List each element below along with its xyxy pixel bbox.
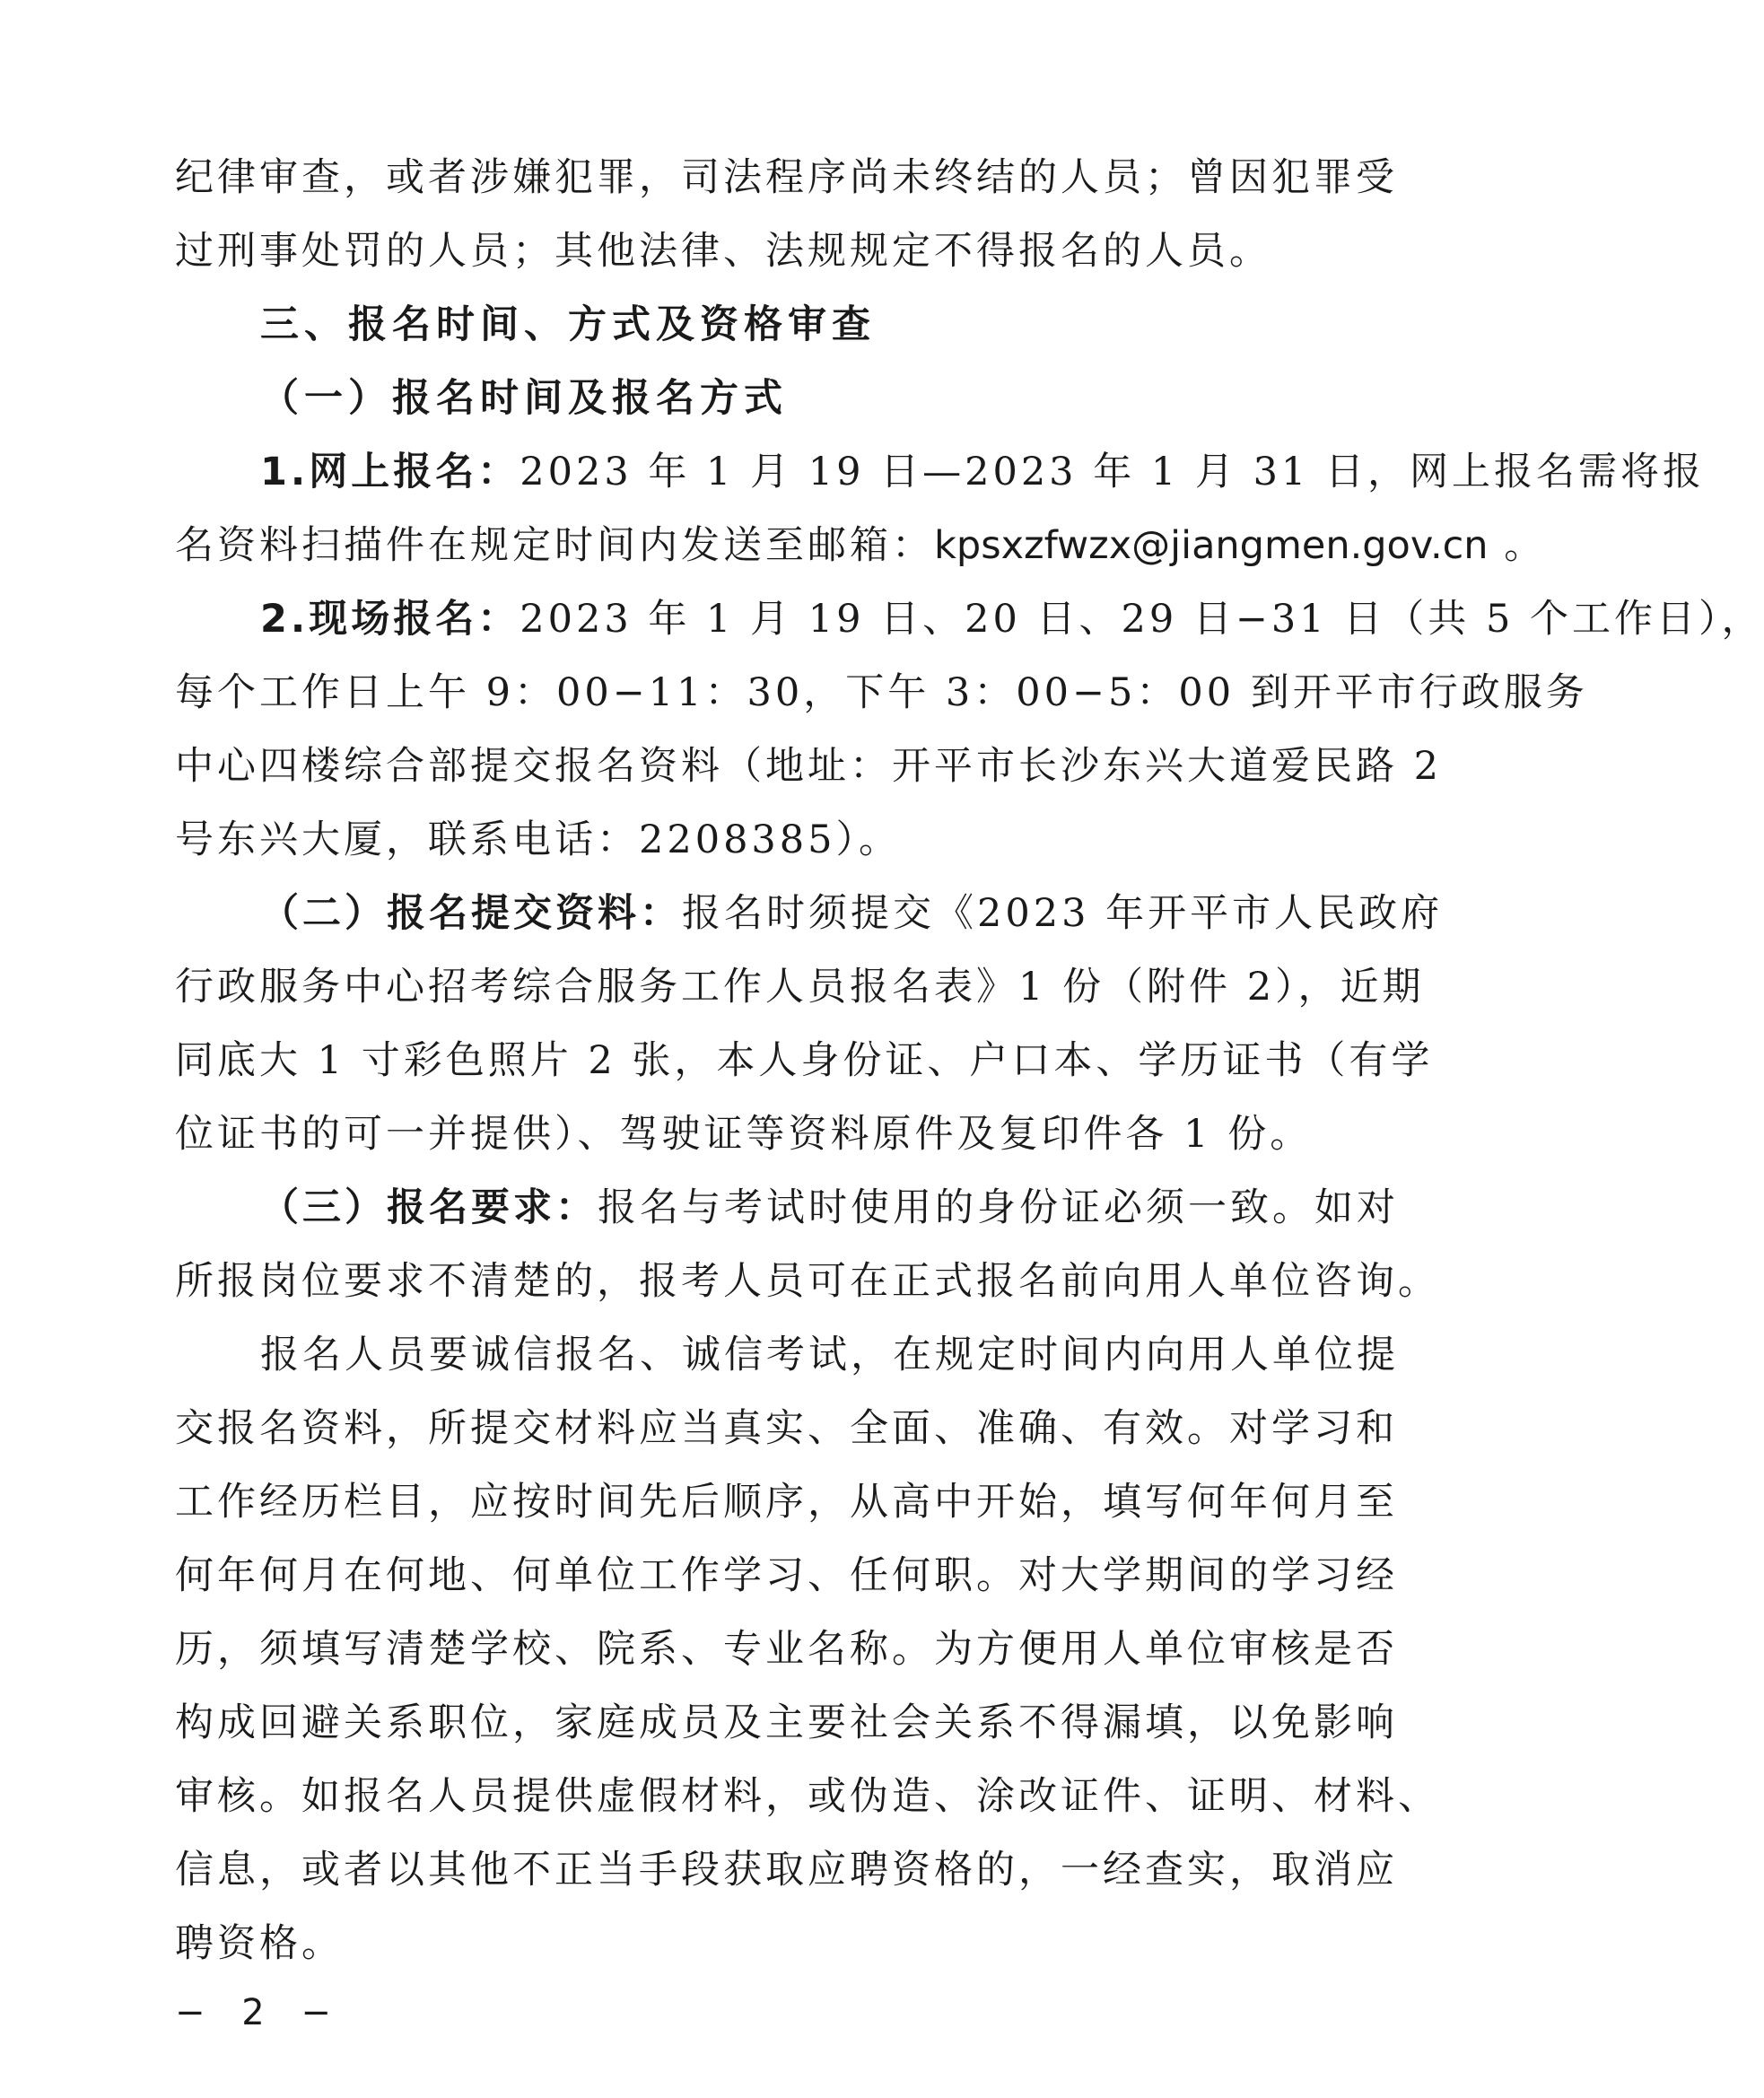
onsite-registration-text: 2023 年 1 月 19 日、20 日、29 日−31 日（共 5 个工作日），: [520, 597, 1764, 642]
paragraph-line: 审核。如报名人员提供虚假材料，或伪造、涂改证件、证明、材料、: [175, 1774, 1440, 1819]
paragraph-line: 信息，或者以其他不正当手段获取应聘资格的，一经查实，取消应: [175, 1848, 1398, 1893]
paragraph-line: 行政服务中心招考综合服务工作人员报名表》1 份（附件 2），近期: [175, 965, 1425, 1010]
subsection-heading: （一）报名时间及报名方式: [260, 376, 788, 421]
registration-requirements-line: [260, 1172, 1399, 1244]
email-intro-text: 名资料扫描件在规定时间内发送至邮箱：: [175, 523, 934, 568]
submission-materials-line: [260, 878, 1444, 949]
online-registration-text: 2023 年 1 月 19 日—2023 年 1 月 31 日，网上报名需将报: [520, 450, 1705, 494]
submission-materials-text: 报名时须提交《2023 年开平市人民政府: [682, 891, 1444, 936]
paragraph-line: 位证书的可一并提供）、驾驶证等资料原件及复印件各 1 份。: [175, 1112, 1313, 1157]
onsite-registration-line: [260, 583, 1764, 655]
section-heading: 三、报名时间、方式及资格审查: [260, 302, 876, 347]
paragraph-line: 报名人员要诚信报名、诚信考试，在规定时间内向用人单位提: [260, 1333, 1399, 1377]
online-registration-email-line: [175, 510, 1547, 581]
paragraph-line: 中心四楼综合部提交报名资料（地址：开平市长沙东兴大道爱民路 2: [175, 744, 1443, 789]
paragraph-line: 号东兴大厦，联系电话：2208385）。: [175, 817, 902, 862]
registration-requirements-text: 报名与考试时使用的身份证必须一致。如对: [598, 1185, 1399, 1230]
onsite-registration-label: 2.现场报名：: [260, 597, 520, 642]
paragraph-line: 过刑事处罚的人员；其他法律、法规规定不得报名的人员。: [175, 229, 1271, 274]
online-registration-label: 1.网上报名：: [260, 450, 520, 494]
email-line-end: 。: [1488, 523, 1547, 568]
submission-materials-label: （二）报名提交资料：: [260, 891, 682, 936]
paragraph-line: 同底大 1 寸彩色照片 2 张，本人身份证、户口本、学历证书（有学: [175, 1038, 1434, 1083]
paragraph-line: 历，须填写清楚学校、院系、专业名称。为方便用人单位审核是否: [175, 1627, 1398, 1672]
paragraph-line: 工作经历栏目，应按时间先后顺序，从高中开始，填写何年何月至: [175, 1480, 1398, 1525]
paragraph-line: 每个工作日上午 9：00−11：30，下午 3：00−5：00 到开平市行政服务: [175, 670, 1588, 715]
paragraph-line: 聘资格。: [175, 1921, 344, 1966]
registration-requirements-label: （三）报名要求：: [260, 1185, 598, 1230]
paragraph-line: 构成回避关系职位，家庭成员及主要社会关系不得漏填，以免影响: [175, 1700, 1398, 1745]
paragraph-line: 纪律审查，或者涉嫌犯罪，司法程序尚未终结的人员；曾因犯罪受: [175, 155, 1398, 200]
paragraph-line: 何年何月在何地、何单位工作学习、任何职。对大学期间的学习经: [175, 1553, 1398, 1598]
online-registration-line: [260, 436, 1705, 508]
page-number: − 2 −: [175, 1992, 344, 2033]
paragraph-line: 所报岗位要求不清楚的，报考人员可在正式报名前向用人单位咨询。: [175, 1259, 1440, 1304]
email-address: kpsxzfwzx@jiangmen.gov.cn: [934, 523, 1489, 568]
paragraph-line: 交报名资料，所提交材料应当真实、全面、准确、有效。对学习和: [175, 1406, 1398, 1451]
